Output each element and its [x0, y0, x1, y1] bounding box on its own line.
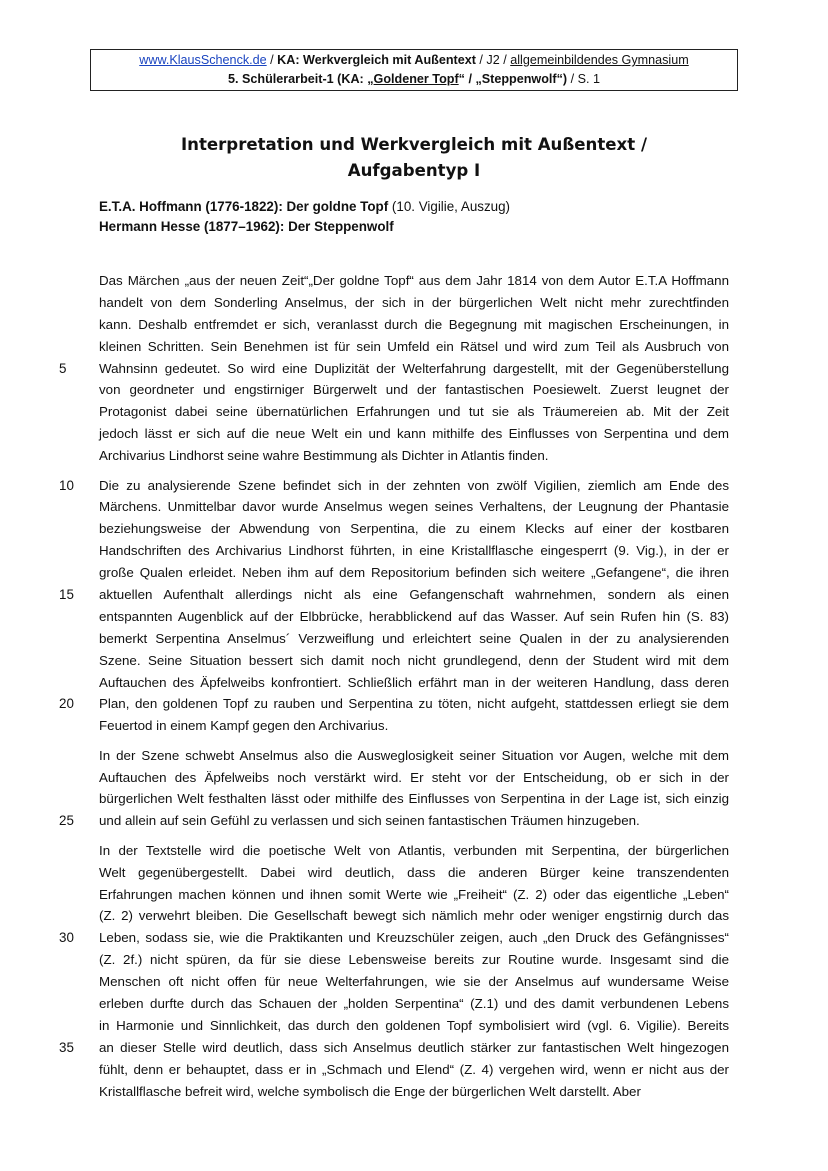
- text-line: (Z. 2) verwehrt bleiben. Die Gesellschaft bewegt sich nämlich mehr oder weniger engstirnig durch das: [99, 908, 729, 924]
- text-line: In der Szene schwebt Anselmus also die Ausweglosigkeit seiner Situation vor Augen, welche mit dem: [99, 747, 729, 763]
- text-line: entspannten Augenblick auf der Elbbrücke, herabblickend auf das Wasser. Auf sein Rufen hin (S. 83): [99, 608, 729, 624]
- text-line: Auftauchen des Äpfelweibs noch verstärkt wird. Er steht vor der Entscheidung, ob er sich in der: [99, 769, 729, 785]
- text-line: (Z. 2f.) nicht spüren, da für sie diese Lebensweise bereits zur Routine wurde. Insgesamt sind die: [99, 952, 729, 968]
- header-school-link[interactable]: allgemeinbildendes Gymnasium: [510, 53, 689, 67]
- text-line: aktuellen Aufenthalt allerdings nicht als eine Gefangenschaft wahrnehmen, sondern als einen: [99, 586, 729, 602]
- header-line-1: [91, 51, 737, 70]
- text-line: Archivarius Lindhorst seine wahre Bestimmung als Dichter in Atlantis finden.: [99, 448, 549, 464]
- text-line: große Qualen erleidet. Neben ihm auf dem Repositorium befinden sich weitere „Gefangene“, die ihren: [99, 565, 729, 581]
- line-number: 25: [59, 813, 74, 829]
- text-line: In der Textstelle wird die poetische Welt von Atlantis, verbunden mit Serpentina, der bürgerlichen: [99, 842, 729, 858]
- essay-paragraph: [99, 475, 729, 738]
- line-number: 20: [59, 696, 74, 712]
- text-line: Protagonist dabei seine übernatürlichen Erfahrungen und tut sie als Träumereien ab. Mit der Zeit: [99, 404, 729, 420]
- source-hesse: Hermann Hesse (1877–1962): Der Steppenwolf: [99, 219, 394, 234]
- text-line: Plan, den goldenen Topf zu rauben und Serpentina zu töten, nicht aufgeht, stattdessen erliegt sie dem: [99, 696, 729, 712]
- header-ka-label: KA: Werkvergleich mit Außentext: [277, 53, 476, 67]
- text-line: Menschen oft nicht offen für neue Welterfahrungen, wie sie der Anselmus auf wundersame Weise: [99, 974, 729, 990]
- text-line: Die zu analysierende Szene befindet sich in der zehnten von zwölf Vigilien, ziemlich am Ende des: [99, 477, 729, 493]
- text-line: Wahnsinn gedeutet. So wird eine Duplizität der Welterfahrung dargestellt, mit der Gegenüberstellung: [99, 360, 729, 376]
- line-number: 35: [59, 1039, 74, 1055]
- essay-paragraph: [99, 745, 729, 833]
- essay-paragraph: [99, 270, 729, 467]
- text-line: handelt von dem Sonderling Anselmus, der sich in der bürgerlichen Welt nicht mehr zurechtfinden: [99, 294, 729, 310]
- essay-paragraph: [99, 840, 729, 1103]
- text-line: Kristallflasche befreit wird, welche symbolisch die Enge der bürgerlichen Welt darstellt. Aber: [99, 1083, 641, 1099]
- page-header-box: [90, 49, 738, 91]
- source-hoffmann: E.T.A. Hoffmann (1776-1822): Der goldne Topf (10. Vigilie, Auszug): [99, 199, 511, 214]
- text-line: jedoch lässt er sich auf die neue Welt ein und kann mithilfe des Einflusses von Serpentina und dem: [99, 426, 729, 442]
- text-line: kleinen Schritten. Sein Benehmen ist für sein Umfeld ein Rätsel und wird zum Teil als Ausbruch von: [99, 338, 729, 354]
- text-line: Leben, sodass sie, wie die Praktikanten und Kreuzschüler zeigen, auch „den Druck des Gefängnisses“: [99, 930, 729, 946]
- text-line: bemerkt Serpentina Anselmus´ Verzweiflung und erleichtert seine Qualen in der zu analysierenden: [99, 630, 729, 646]
- header-separator: / J2 /: [475, 53, 511, 67]
- header-work-label-end: “ / „Steppenwolf“): [458, 72, 568, 86]
- text-line: Feuertod in einem Kampf gegen den Archivarius.: [99, 718, 389, 734]
- header-topf-link[interactable]: Goldener Topf: [373, 72, 459, 86]
- text-line: an dieser Stelle wird deutlich, dass sich Anselmus deutlich stärker zur fantastischen Welt hingezogen: [99, 1039, 729, 1055]
- text-line: erleben durfte durch das Schauen der „holden Serpentina“ (Z.1) und des damit verbundenen Lebens: [99, 996, 729, 1011]
- text-line: beziehungsweise der Abwendung von Serpentina, die zu einem Klecks auf einer der kostbaren: [99, 521, 729, 537]
- text-line: kann. Deshalb entfremdet er sich, veranlasst durch die Begegnung mit magischen Erscheinungen, in: [99, 316, 729, 332]
- text-line: Handschriften des Archivarius Lindhorst führten, in eine Kristallflasche eingesperrt (9. Vig.), in der er: [99, 543, 729, 559]
- header-line-2: [91, 70, 737, 89]
- title-line-1: Interpretation und Werkvergleich mit Außentext /: [180, 135, 648, 154]
- text-line: fühlt, denn er behauptet, dass er in „Schmach und Elend“ (Z. 4) vergehen wird, wenn er nicht aus der: [99, 1061, 729, 1077]
- text-line: von geordneter und engstirniger Bürgerwelt und der fantastischen Poesiewelt. Zuerst leugnet der: [99, 382, 729, 398]
- essay-body: [99, 270, 729, 1110]
- line-number: 30: [59, 930, 74, 946]
- text-line: Erfahrungen machen können und ihnen somit Werte wie „Freiheit“ (Z. 2) oder das eigentliche „Leben“: [99, 886, 729, 902]
- header-work-label: 5. Schülerarbeit-1 (KA: „: [227, 72, 374, 86]
- text-line: Märchens. Unmittelbar davor wurde Anselmus wegen seines Verhaltens, der Leugnung der Phantasie: [99, 499, 729, 515]
- text-line: Welt gegenübergestellt. Dabei wird deutlich, dass die anderen Bürger keine transzendenten: [99, 864, 729, 880]
- title-line-2: Aufgabentyp I: [347, 161, 481, 180]
- site-link[interactable]: www.KlausSchenck.de: [139, 53, 267, 67]
- text-line: in Harmonie und Sinnlichkeit, das durch den goldenen Topf symbolisiert wird (vgl. 6. Vigilie). Bereits: [99, 1017, 729, 1033]
- text-line: und allein auf sein Gefühl zu verlassen und sich seinen fantastischen Träumen hinzugeben.: [99, 813, 640, 829]
- header-page-number: / S. 1: [567, 72, 601, 86]
- document-title: [0, 132, 828, 184]
- source-list: [99, 197, 510, 237]
- text-line: Das Märchen „aus der neuen Zeit“„Der goldne Topf“ aus dem Jahr 1814 von dem Autor E.T.A Hoffmann: [99, 273, 729, 288]
- line-number: 10: [59, 477, 74, 493]
- line-number: 5: [59, 360, 67, 376]
- text-line: bürgerlichen Welt festhalten lässt oder mithilfe des Einflusses von Serpentina in der Lage ist, sich einzig: [99, 791, 729, 807]
- line-number: 15: [59, 586, 74, 602]
- text-line: Auftauchen des Äpfelweibs konfrontiert. Schließlich erfährt man in der weiteren Handlung, dass deren: [99, 674, 729, 690]
- header-separator: /: [266, 53, 278, 67]
- text-line: Szene. Seine Situation bessert sich damit noch nicht grundlegend, denn der Student wird mit dem: [99, 652, 729, 668]
